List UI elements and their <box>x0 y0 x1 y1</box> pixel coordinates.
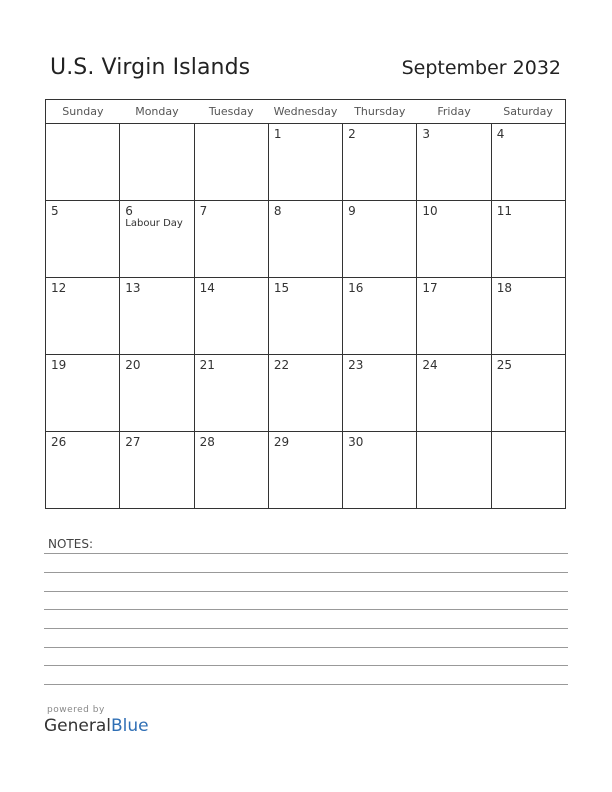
holiday-label: Labour Day <box>125 218 183 229</box>
generalblue-logo <box>44 716 149 736</box>
day-cell <box>268 201 342 278</box>
day-number: 20 <box>125 358 141 372</box>
day-cell <box>194 278 268 355</box>
day-number: 28 <box>199 435 215 449</box>
note-line <box>44 572 568 573</box>
day-cell <box>120 124 194 201</box>
day-number: 27 <box>125 435 141 449</box>
weekday-header-row <box>46 100 566 124</box>
day-number: 2 <box>348 127 356 141</box>
weekday-header: Friday <box>417 100 491 124</box>
week-row <box>46 355 566 432</box>
day-number: 26 <box>51 435 67 449</box>
day-cell <box>343 124 417 201</box>
calendar-grid <box>45 99 566 509</box>
day-number: 14 <box>199 281 215 295</box>
day-cell <box>417 432 491 509</box>
day-cell <box>417 355 491 432</box>
day-number: 11 <box>496 204 512 218</box>
day-number: 22 <box>273 358 290 372</box>
week-row <box>46 278 566 355</box>
day-cell <box>343 201 417 278</box>
note-line <box>44 591 568 592</box>
day-cell <box>120 201 194 278</box>
day-cell <box>268 278 342 355</box>
day-cell <box>194 124 268 201</box>
week-row <box>46 201 566 278</box>
brand-blue: Blue <box>111 716 149 736</box>
day-cell <box>194 432 268 509</box>
notes-label: NOTES: <box>48 537 93 551</box>
powered-by-text: powered by <box>47 705 105 715</box>
note-line <box>44 665 568 666</box>
day-cell <box>491 124 565 201</box>
day-cell <box>343 278 417 355</box>
country-title: U.S. Virgin Islands <box>50 55 251 80</box>
note-line <box>44 553 568 554</box>
weekday-header: Sunday <box>46 100 120 124</box>
day-cell <box>268 432 342 509</box>
day-cell <box>268 124 342 201</box>
day-cell <box>268 355 342 432</box>
day-cell <box>491 278 565 355</box>
note-line <box>44 684 568 685</box>
day-cell <box>491 432 565 509</box>
day-number: 10 <box>422 204 438 218</box>
weekday-header: Thursday <box>343 100 417 124</box>
day-cell <box>194 201 268 278</box>
day-number: 5 <box>51 204 59 218</box>
weekday-header: Saturday <box>491 100 565 124</box>
day-cell <box>491 201 565 278</box>
day-cell <box>417 201 491 278</box>
day-number: 15 <box>273 281 290 295</box>
note-line <box>44 647 568 648</box>
day-cell <box>46 355 120 432</box>
day-cell <box>194 355 268 432</box>
day-cell <box>46 201 120 278</box>
week-row <box>46 124 566 201</box>
day-number: 25 <box>496 358 512 372</box>
day-cell <box>120 355 194 432</box>
day-number: 13 <box>125 281 141 295</box>
note-line <box>44 609 568 610</box>
brand-general: General <box>44 716 111 736</box>
day-cell <box>417 124 491 201</box>
day-cell <box>417 278 491 355</box>
day-number: 30 <box>348 435 364 449</box>
week-row <box>46 432 566 509</box>
day-cell <box>491 355 565 432</box>
weekday-header: Wednesday <box>268 100 342 124</box>
day-number: 24 <box>422 358 438 372</box>
day-number: 29 <box>273 435 290 449</box>
day-cell <box>343 355 417 432</box>
day-number: 1 <box>273 127 282 141</box>
day-number: 12 <box>51 281 67 295</box>
day-number: 6 <box>125 204 133 218</box>
weekday-header: Tuesday <box>194 100 268 124</box>
day-number: 23 <box>348 358 364 372</box>
day-cell <box>120 278 194 355</box>
day-number: 8 <box>273 204 282 218</box>
day-number: 19 <box>51 358 67 372</box>
day-cell <box>46 124 120 201</box>
weekday-header: Monday <box>120 100 194 124</box>
day-cell <box>46 432 120 509</box>
day-cell <box>46 278 120 355</box>
day-number: 7 <box>199 204 208 218</box>
day-number: 17 <box>422 281 438 295</box>
day-number: 21 <box>199 358 215 372</box>
day-cell <box>343 432 417 509</box>
day-cell <box>120 432 194 509</box>
month-year-title: September 2032 <box>401 57 561 79</box>
day-number: 3 <box>422 127 431 141</box>
day-number: 16 <box>348 281 364 295</box>
day-number: 18 <box>496 281 512 295</box>
day-number: 9 <box>348 204 356 218</box>
day-number: 4 <box>496 127 505 141</box>
note-line <box>44 628 568 629</box>
